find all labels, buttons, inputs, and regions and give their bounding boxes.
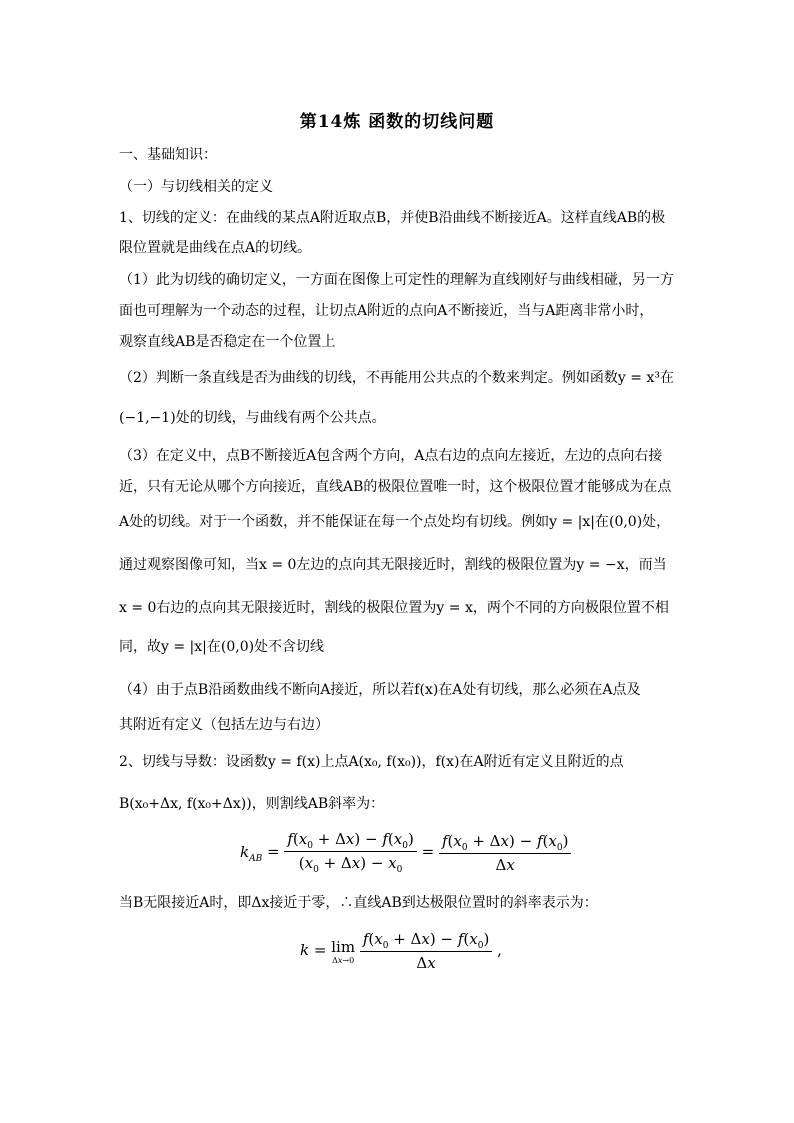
paragraph-line: x = 0右边的点向其无限接近时，割线的极限位置为y = x，两个不同的方向极限位置不相 (119, 600, 669, 616)
subsection-heading: （一）与切线相关的定义 (119, 179, 273, 195)
paragraph-line: （2）判断一条直线是否为曲线的切线，不再能用公共点的个数来判定。例如函数y = x³在 (119, 370, 674, 386)
paragraph-line: 其附近有定义（包括左边与右边） (119, 717, 329, 733)
slope-formula: $k_{AB}$ = $\frac{f(x_0 + \Delta x) - f(x_0)}{(x_0 + \Delta x) - x_0}$ = $\frac{f(x_0 + \Delta x) - f(x_0)}{\Delta x}$ (240, 830, 571, 875)
paragraph-line: 面也可理解为一个动态的过程，让切点A附近的点向A不断接近，当与A距离非常小时， (119, 303, 654, 319)
paragraph-line: B(x₀+Δx, f(x₀+Δx))，则割线AB斜率为： (119, 796, 385, 812)
paragraph-line: 1、切线的定义：在曲线的某点A附近取点B，并使B沿曲线不断接近A。这样直线AB的极 (119, 210, 666, 226)
limit-formula: k = lim Δx→0 $\frac{f(x_0 + \Delta x) - f(x_0)}{\Delta x}$ , (300, 930, 502, 972)
paragraph-line: 限位置就是曲线在点A的切线。 (119, 240, 312, 256)
paragraph-line: 当B无限接近A时，即Δx接近于零，∴直线AB到达极限位置时的斜率表示为： (119, 895, 598, 911)
paragraph-line: 观察直线AB是否稳定在一个位置上 (119, 334, 336, 350)
paragraph-line: A处的切线。对于一个函数，并不能保证在每一个点处均有切线。例如y = |x|在(0,0)处， (119, 514, 671, 530)
paragraph-line: （4）由于点B沿函数曲线不断向A接近，所以若f(x)在A处有切线，那么必须在A点及 (119, 682, 641, 698)
paragraph-line: 近，只有无论从哪个方向接近，直线AB的极限位置唯一时，这个极限位置才能够成为在点 (119, 479, 672, 495)
paragraph-line: 通过观察图像可知，当x = 0左边的点向其无限接近时，割线的极限位置为y = −x，而当 (119, 557, 667, 573)
paragraph-line: 2、切线与导数：设函数y = f(x)上点A(x₀, f(x₀))，f(x)在A附近有定义且附近的点 (119, 754, 624, 770)
paragraph-line: （1）此为切线的确切定义，一方面在图像上可定性的理解为直线刚好与曲线相碰，另一方 (119, 272, 674, 288)
page-title: 第14炼 函数的切线问题 (299, 112, 495, 132)
paragraph-line: (−1,−1)处的切线，与曲线有两个公共点。 (119, 410, 386, 426)
paragraph-line: 同，故y = |x|在(0,0)处不含切线 (119, 639, 325, 655)
section-heading: 一、基础知识： (119, 147, 217, 163)
paragraph-line: （3）在定义中，点B不断接近A包含两个方向，A点右边的点向左接近，左边的点向右接 (119, 448, 663, 464)
